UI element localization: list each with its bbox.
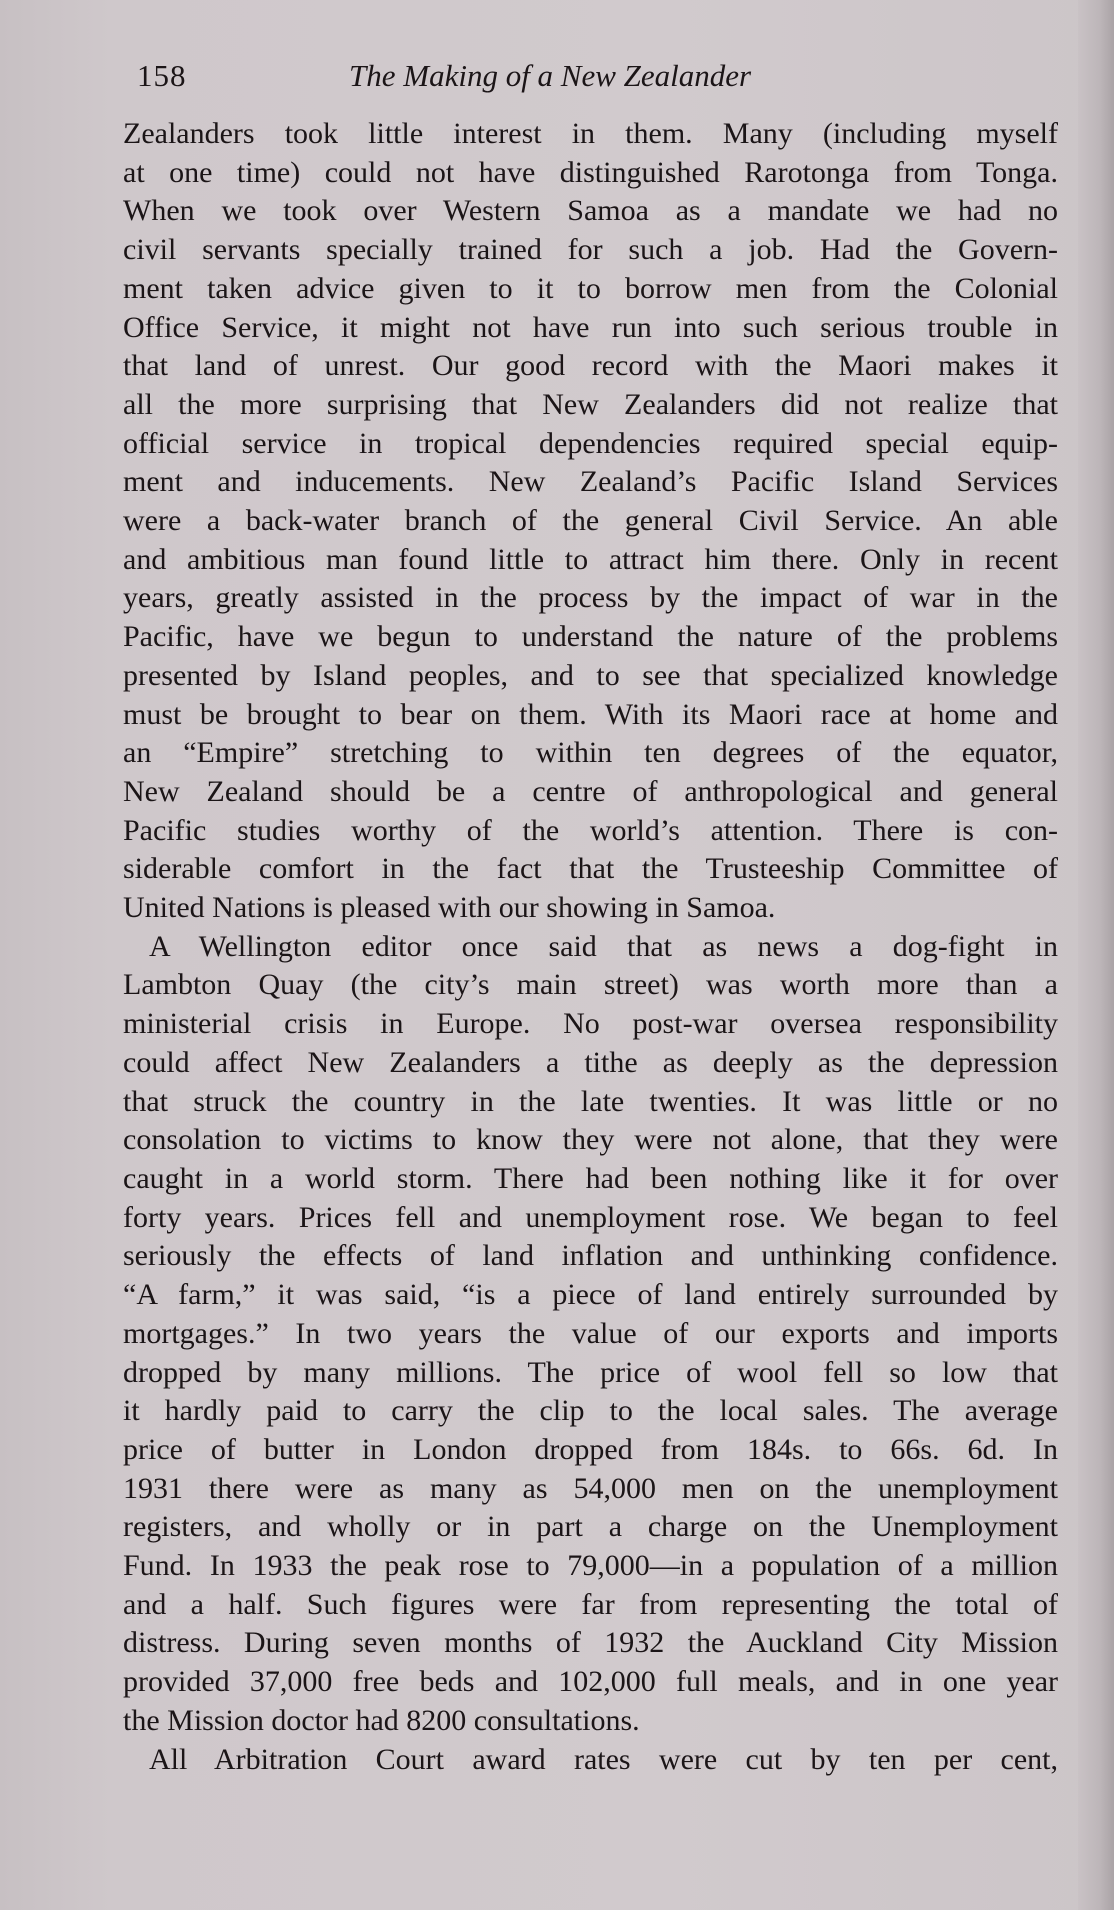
text-line: “A farm,” it was said, “is a piece of land entirely surrounded by	[123, 1278, 1058, 1312]
text-line: were a back-water branch of the general Civil Service. An able	[123, 504, 1058, 538]
text-line: and ambitious man found little to attract him there. Only in recent	[123, 542, 1058, 576]
page-header	[137, 58, 1059, 102]
text-line: all the more surprising that New Zealanders did not realize that	[123, 387, 1058, 421]
text-line: distress. During seven months of 1932 the Auckland City Mission	[123, 1626, 1058, 1660]
text-line: consolation to victims to know they were not alone, that they were	[123, 1123, 1058, 1157]
text-line: it hardly paid to carry the clip to the local sales. The average	[123, 1394, 1058, 1428]
text-line: ment taken advice given to it to borrow men from the Colonial	[123, 271, 1058, 305]
text-line: civil servants specially trained for such a job. Had the Govern-	[123, 233, 1058, 267]
text-line: Fund. In 1933 the peak rose to 79,000—in a population of a million	[123, 1549, 1058, 1583]
text-line: ministerial crisis in Europe. No post-war oversea responsibility	[123, 1007, 1058, 1041]
text-line: ment and inducements. New Zealand’s Pacific Island Services	[123, 465, 1058, 499]
text-line: that struck the country in the late twenties. It was little or no	[123, 1084, 1058, 1118]
paragraph-end-line: United Nations is pleased with our showing in Samoa.	[123, 891, 776, 925]
text-line: Lambton Quay (the city’s main street) was worth more than a	[123, 968, 1058, 1002]
text-line: years, greatly assisted in the process by the impact of war in the	[123, 581, 1058, 615]
text-line: Office Service, it might not have run into such serious trouble in	[123, 310, 1058, 344]
text-line: provided 37,000 free beds and 102,000 full meals, and in one year	[123, 1665, 1058, 1699]
text-line: must be brought to bear on them. With its Maori race at home and	[123, 697, 1058, 731]
text-line: forty years. Prices fell and unemployment rose. We began to feel	[123, 1200, 1058, 1234]
text-line: When we took over Western Samoa as a mandate we had no	[123, 194, 1058, 228]
page-edge-shadow	[1078, 0, 1114, 1910]
paragraph-start-line: A Wellington editor once said that as news a dog-fight in	[149, 929, 1058, 963]
text-line: caught in a world storm. There had been nothing like it for over	[123, 1161, 1058, 1195]
text-line: Zealanders took little interest in them. Many (including myself	[123, 117, 1058, 150]
text-line: registers, and wholly or in part a charge on the Unemployment	[123, 1510, 1058, 1544]
text-line: dropped by many millions. The price of wool fell so low that	[123, 1355, 1058, 1389]
page-number: 158	[137, 58, 187, 93]
text-line: siderable comfort in the fact that the Trusteeship Committee of	[123, 852, 1058, 886]
paragraph-end-line: the Mission doctor had 8200 consultations.	[123, 1703, 640, 1737]
text-line: an “Empire” stretching to within ten degrees of the equator,	[123, 736, 1058, 770]
text-line: seriously the effects of land inflation and unthinking confidence.	[123, 1239, 1058, 1273]
running-title: The Making of a New Zealander	[349, 58, 752, 93]
text-line: 1931 there were as many as 54,000 men on the unemployment	[123, 1471, 1058, 1505]
text-line: presented by Island peoples, and to see that specialized knowledge	[123, 658, 1058, 692]
text-line: Pacific studies worthy of the world’s attention. There is con-	[123, 813, 1058, 847]
text-line: and a half. Such figures were far from representing the total of	[123, 1587, 1058, 1621]
body-text	[123, 115, 1058, 1779]
text-line: Pacific, have we begun to understand the nature of the problems	[123, 620, 1058, 654]
text-line: New Zealand should be a centre of anthropological and general	[123, 774, 1058, 808]
text-line: that land of unrest. Our good record with the Maori makes it	[123, 349, 1058, 383]
text-line: mortgages.” In two years the value of our exports and imports	[123, 1316, 1058, 1350]
paragraph-start-line: All Arbitration Court award rates were cut by ten per cent,	[149, 1742, 1058, 1776]
text-line: official service in tropical dependencies required special equip-	[123, 426, 1058, 460]
text-line: at one time) could not have distinguished Rarotonga from Tonga.	[123, 155, 1058, 189]
text-line: could affect New Zealanders a tithe as deeply as the depression	[123, 1045, 1058, 1079]
text-line: price of butter in London dropped from 184s. to 66s. 6d. In	[123, 1432, 1058, 1466]
